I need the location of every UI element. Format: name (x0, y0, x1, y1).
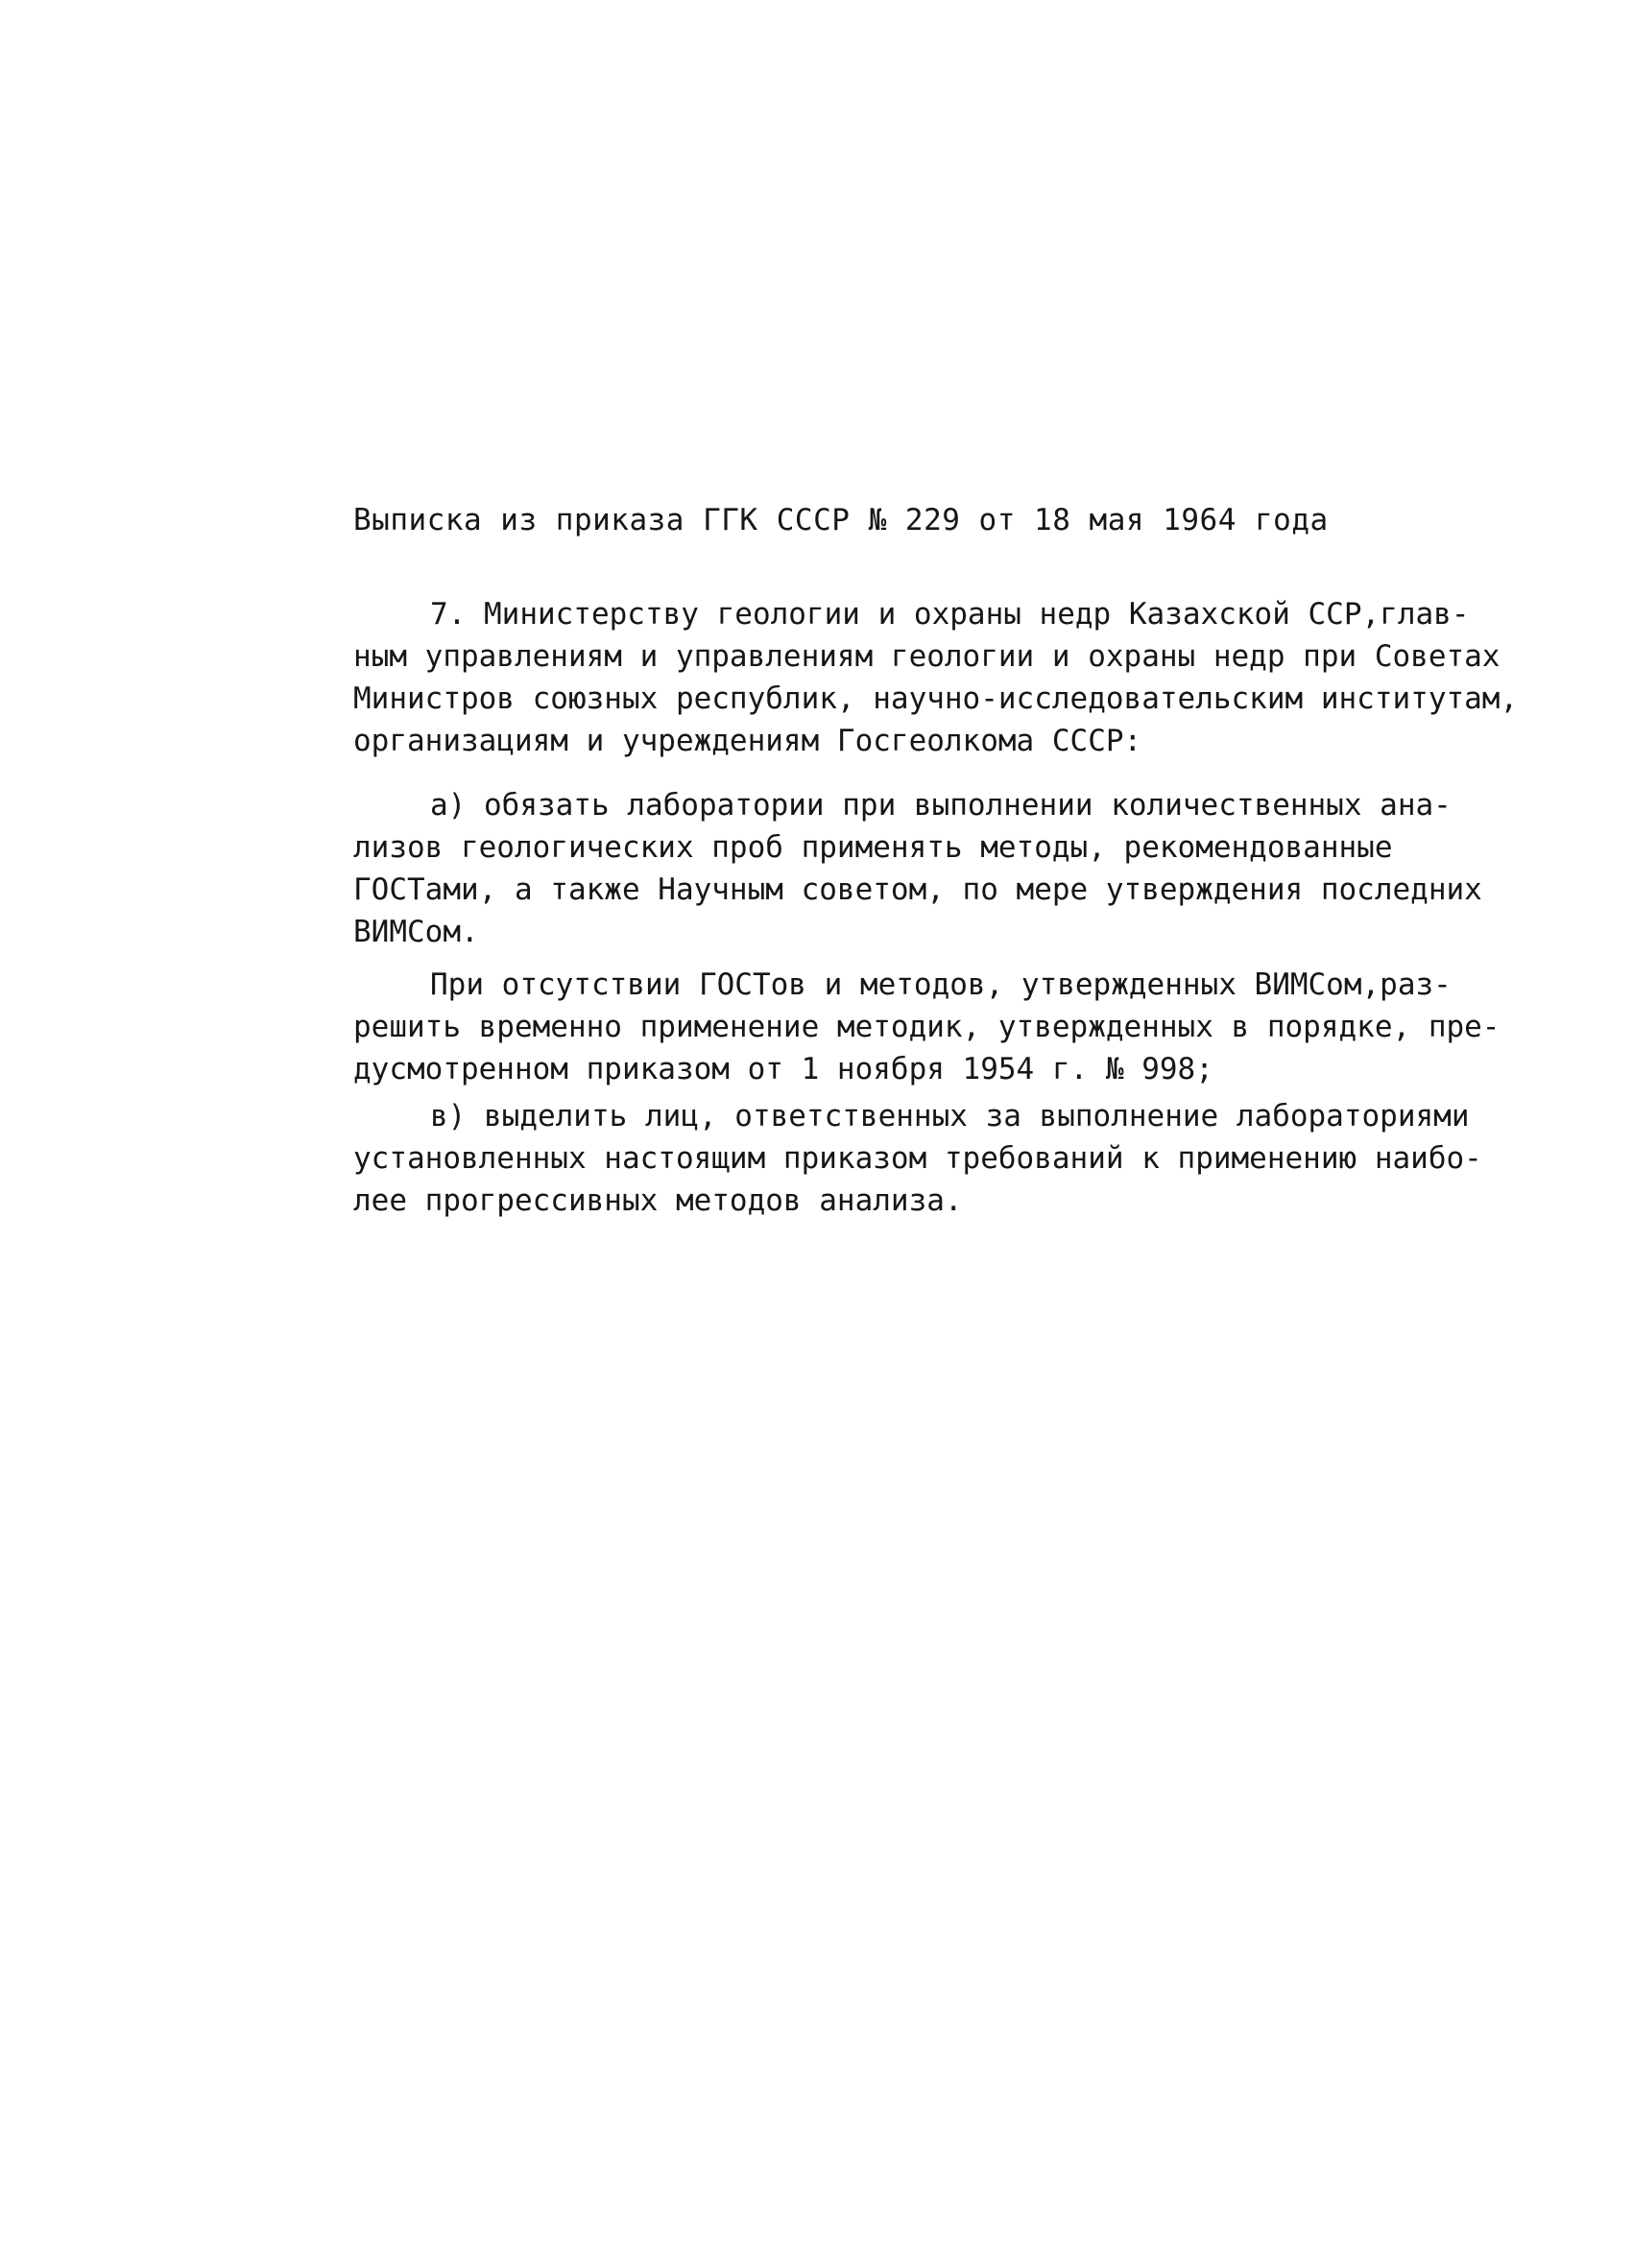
paragraph-line: лизов геологических проб применять методы, рекомендованные (353, 830, 1393, 865)
paragraph-line: лее прогрессивных методов анализа. (353, 1183, 963, 1218)
paragraph-line: решить временно применение методик, утвержденных в порядке, пре- (353, 1010, 1501, 1044)
paragraph-line: 7. Министерству геологии и охраны недр Казахской ССР,глав- (430, 597, 1470, 632)
paragraph-line: ным управлениям и управлениям геологии и охраны недр при Советах (353, 639, 1501, 674)
paragraph-line: ГОСТами, а также Научным советом, по мере утверждения последних (353, 872, 1482, 907)
paragraph-line: в) выделить лиц, ответственных за выполнение лабораториями (430, 1099, 1470, 1134)
paragraph-line: Министров союзных республик, научно-исследовательским институтам, (353, 681, 1519, 716)
document-title: Выписка из приказа ГГК СССР № 229 от 18 мая 1964 года (353, 503, 1329, 537)
paragraph-line: установленных настоящим приказом требований к применению наибо- (353, 1141, 1482, 1176)
paragraph-line: ВИМСом. (353, 915, 479, 949)
paragraph-line: а) обязать лаборатории при выполнении количественных ана- (430, 788, 1452, 823)
paragraph-line: дусмотренном приказом от 1 ноября 1954 г. № 998; (353, 1052, 1213, 1086)
paragraph-line: организациям и учреждениям Госгеолкома СССР: (353, 724, 1142, 758)
paragraph-line: При отсутствии ГОСТов и методов, утвержденных ВИМСом,раз- (430, 967, 1452, 1002)
